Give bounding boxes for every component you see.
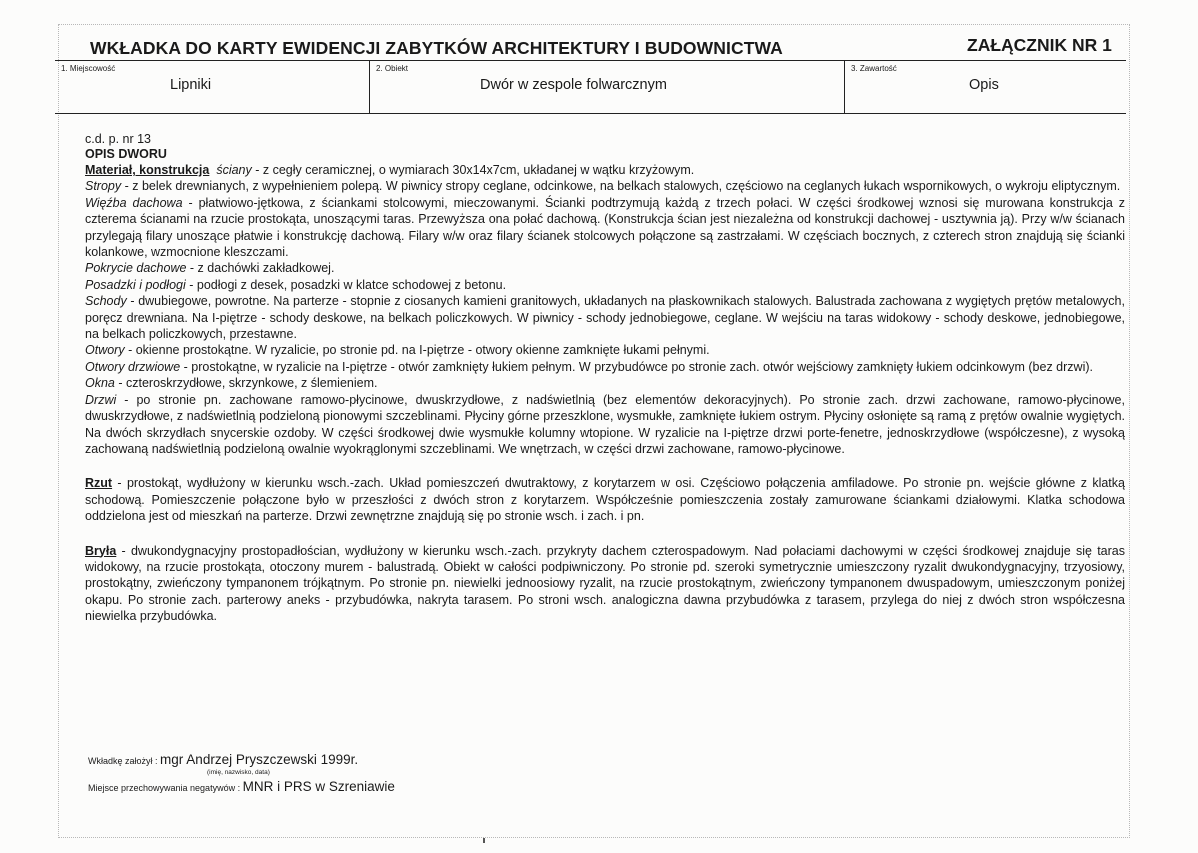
paragraph (85, 392, 1125, 458)
field-label: 2. Obiekt (376, 64, 409, 73)
paragraph (85, 195, 1125, 261)
author-value: mgr Andrzej Pryszczewski 1999r. (160, 752, 359, 767)
paragraph-text: - z cegły ceramicznej, o wymiarach 30x14x7cm, układanej w wątku krzyżowym. (251, 163, 695, 177)
paragraph-subject: Posadzki i podłogi (85, 277, 186, 292)
paragraph (85, 162, 1125, 178)
paragraph-subject: Schody (85, 294, 127, 309)
paragraph-subject: ściany (216, 163, 252, 177)
paragraph-subject: Pokrycie dachowe (85, 261, 187, 276)
paragraph-label: Materiał, konstrukcja (85, 163, 210, 177)
paragraph-text: - prostokąt, wydłużony w kierunku wsch.-zach. Układ pomieszczeń dwutraktowy, z korytarzem w osi. Częściowo połączenia amfiladowe. Po stronie pn. wejście główne z klatką schodową. Pomieszczenie połączone było w przeszłości z dwóch stron z korytarzem. Współcześnie pomieszczenia zostały zamurowane ściankami działowymi. Klatka schodowa oddzielona jest od mieszkań na parterze. Drzwi zewnętrzne znajdują się po stronie wsch. i zach. i pn. (85, 476, 1125, 524)
annex-label: ZAŁĄCZNIK NR 1 (967, 35, 1112, 55)
paragraph-rzut (85, 475, 1125, 524)
paragraph (85, 277, 1125, 293)
paragraph-subject: Drzwi (85, 392, 117, 407)
paragraph (85, 359, 1125, 375)
continuation-note: c.d. p. nr 13 (85, 132, 152, 146)
field-content (844, 61, 1127, 113)
field-locality (55, 61, 369, 113)
paragraph-text: - po stronie pn. zachowane ramowo-płycinowe, dwuskrzydłowe, z nadświetlnią (bez elementów dekoracyjnych). Po stronie zach. drzwi zachowane, ramowo-płycinowe, dwuskrzydłowe, z nadświetlnią podzieloną pionowymi szczeblinami. Płyciny górne przeszklone, wysmukłe, zamknięte łukiem ostrym. Płyciny osłonięte są ramą z prętów owalnie wygiętych. Na dwóch skrzydłach snycerskie ozdoby. W części środkowej dwie wysmukłe kolumny wtopione. W ryzalicie na I-piętrze drzwi porte-fenetre, jednoskrzydłowe (współczesne), z wysoką zachowaną nadświetlnią podzieloną owalnie wyokrąglonymi szczeblinami. We wnętrzach, w części drzwi zachowane, ramowo-płycinowe. (85, 392, 1125, 456)
spacer (85, 457, 1125, 475)
paragraph-text: - podłogi z desek, posadzki w klatce schodowej z betonu. (185, 277, 507, 292)
document-title: WKŁADKA DO KARTY EWIDENCJI ZABYTKÓW ARCHITEKTURY I BUDOWNICTWA (90, 38, 783, 58)
paragraph (85, 178, 1125, 194)
paragraph (85, 375, 1125, 391)
paragraph-text: - z belek drewnianych, z wypełnieniem polepą. W piwnicy stropy ceglane, odcinkowe, na belkach stalowych, częściowo na ceglanych łukach wspornikowych, o wykroju eliptycznym. (121, 179, 1121, 194)
scan-mark (483, 838, 485, 843)
author-line (88, 752, 358, 767)
paragraph-label: Bryła (85, 543, 117, 558)
field-object (369, 61, 845, 113)
paragraph-subject: Otwory drzwiowe (85, 359, 181, 374)
paragraph-text: - dwukondygnacyjny prostopadłościan, wydłużony w kierunku wsch.-zach. przykryty dachem czterospadowym. Nad połaciami dachowymi w części środkowej znajduje się taras widokowy, na rzucie prostokąta, otoczony murem - balustradą. Obiekt w całości podpiwniczony. Po stronie pd. szeroki symetrycznie umieszczony ryzalit dwukondygnacyjny, trzyosiowy, prostokątny, zwieńczony tympanonem trójkątnym. Po stronie pn. niewielki jednoosiowy ryzalit, na rzucie prostokątnym, zwieńczony tympanonem dwuspadowym, umieszczonym poniżej okapu. Po stronie zach. parterowy aneks - przybudówka, nakryta tarasem. Po stroni wsch. analogiczna dawna przybudówka z tarasem, przylega do niej z dwóch stron współczesna niewielka przybudówka. (85, 543, 1125, 624)
paragraph-text: - czteroskrzydłowe, skrzynkowe, z ślemieniem. (114, 376, 378, 391)
field-value: Opis (969, 77, 999, 93)
field-value: Dwór w zespole folwarcznym (480, 77, 667, 93)
paragraph (85, 293, 1125, 342)
field-value: Lipniki (170, 77, 212, 93)
paragraph-subject: Otwory (85, 343, 125, 358)
paragraph-text: - prostokątne, w ryzalicie na I-piętrze - otwór zamknięty łukiem pełnym. W przybudówce po stronie zach. otwór wejściowy zamknięty łukiem odcinkowym (bez drzwi). (180, 359, 1093, 374)
section-heading: OPIS DWORU (85, 146, 167, 161)
storage-label: Miejsce przechowywania negatywów : (88, 783, 241, 793)
paragraph-label: Rzut (85, 476, 113, 491)
paragraph-text: - okienne prostokątne. W ryzalicie, po stronie pd. na I-piętrze - otwory okienne zamknięte łukami pełnymi. (124, 343, 710, 358)
author-label: Wkładkę założył : (88, 756, 158, 766)
paragraph-text: - dwubiegowe, powrotne. Na parterze - stopnie z ciosanych kamieni granitowych, układanych na płaskownikach stalowych. Balustrada zachowana z wygiętych prętów metalowych, poręcz drewniana. Na I-piętrze - schody deskowe, na belkach policzkowych. W piwnicy - schody jednobiegowe, ceglane. W wejściu na taras widokowy - schody deskowe, jednobiegowe, na belkach policzkowych, przestawne. (85, 294, 1125, 342)
field-label: 1. Miejscowość (61, 64, 116, 73)
paragraph-subject: Więźba dachowa (85, 195, 183, 210)
paragraph (85, 342, 1125, 358)
paragraph (85, 260, 1125, 276)
paragraph-text: - z dachówki zakładkowej. (186, 261, 335, 276)
header-table (55, 60, 1126, 114)
storage-line (88, 779, 395, 794)
paragraph-subject: Stropy (85, 179, 122, 194)
paragraph-subject: Okna (85, 376, 115, 391)
paragraph-bryla (85, 543, 1125, 625)
document-body (85, 132, 1125, 625)
spacer (85, 525, 1125, 543)
paragraph-text: - płatwiowo-jętkowa, z ściankami stolcowymi, mieczowanymi. Ścianki podtrzymują każdą z trzech połaci. W części środkowej wznosi się murowana konstrukcja z czterema ścianami na rzucie prostokąta, unoszącymi taras. Przewyższa ona połać dachową. (Konstrukcja ścian jest niezależna od konstrukcji dachowej - usztywnia ją). Przy w/w ścianach przylegają filary unoszące płatwie i konstrukcję dachową. Filary w/w oraz filary ścianek stolcowych połączone są zastrzałami. W częściach bocznych, z czterech stron znajdują się ścianki kolankowe, wzmocnione kleszczami. (85, 195, 1125, 260)
author-note: (imię, nazwisko, data) (207, 769, 270, 776)
field-label: 3. Zawartość (851, 64, 897, 73)
storage-value: MNR i PRS w Szreniawie (242, 779, 395, 794)
